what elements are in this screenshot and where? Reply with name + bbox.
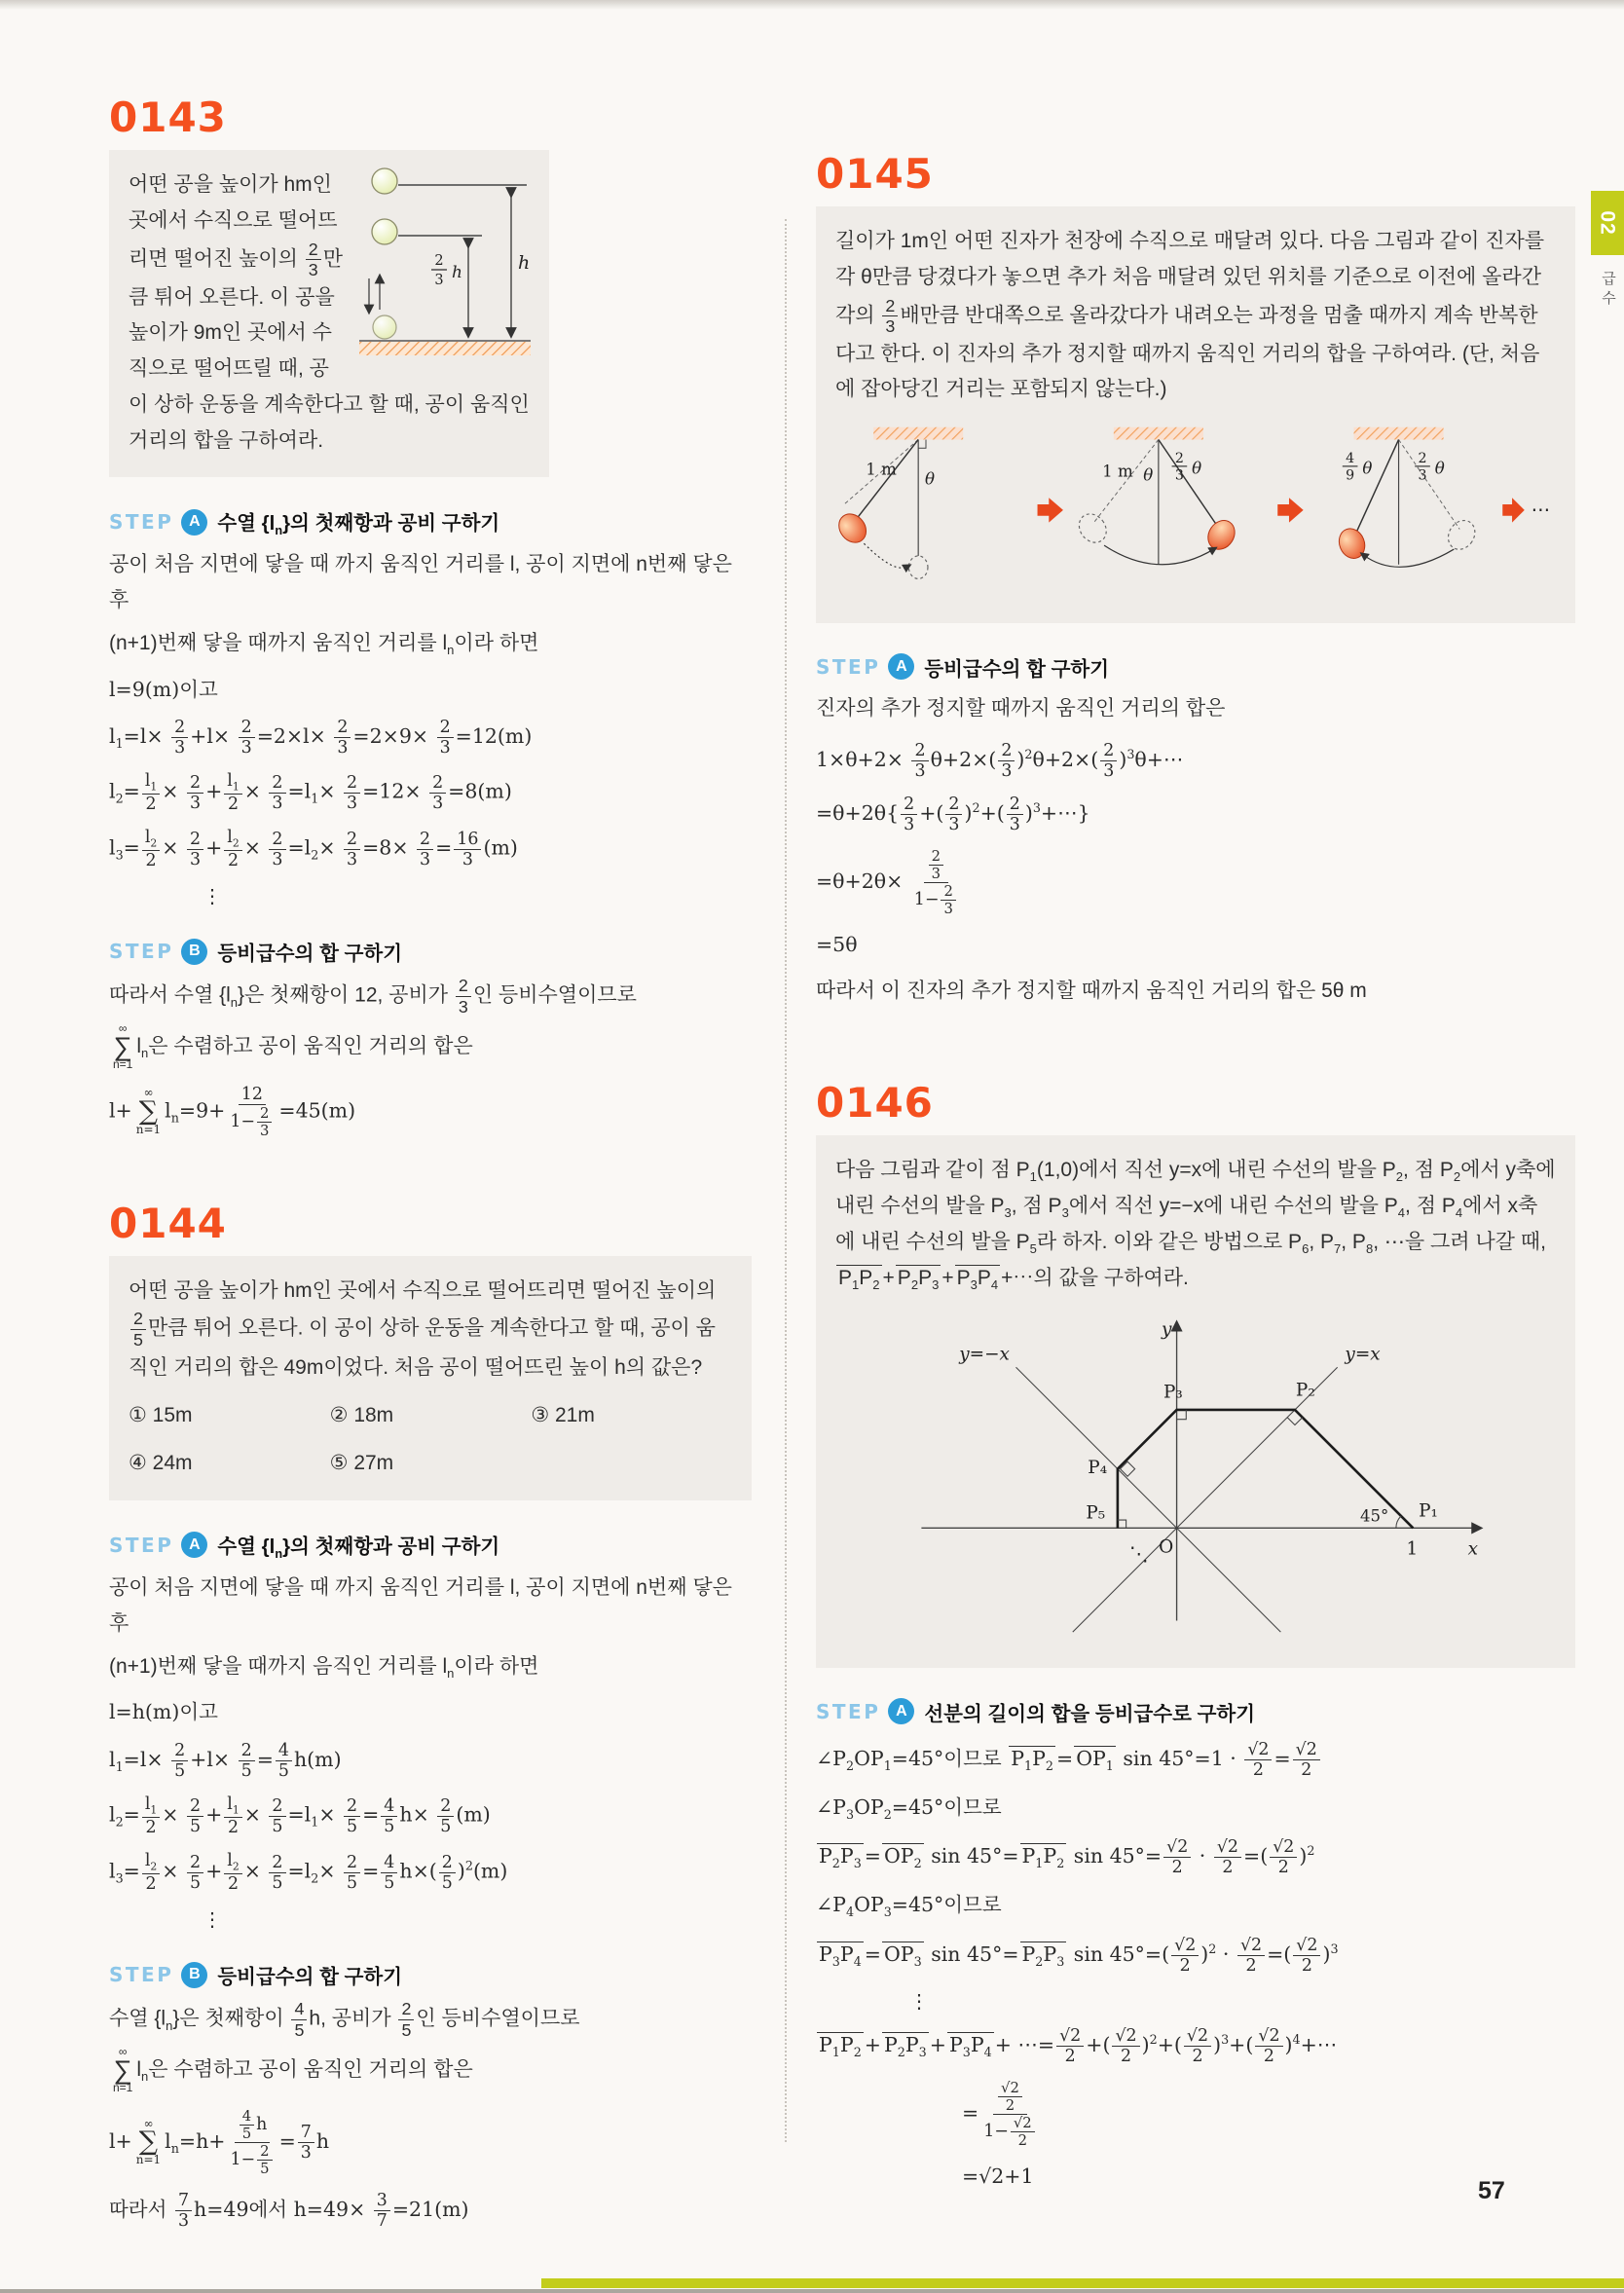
label-y-axis: y bbox=[1162, 1319, 1172, 1341]
right-angle-mark-p2 bbox=[1287, 1418, 1303, 1425]
problem-number: 0145 bbox=[816, 150, 934, 198]
formula-line: =√2+1 bbox=[962, 2164, 1034, 2189]
choice-1: ① 15m bbox=[129, 1404, 193, 1427]
fraction-numerator: 2 bbox=[434, 253, 444, 269]
label-line-neg: y=−x bbox=[959, 1344, 1010, 1365]
problem-0144 bbox=[109, 1199, 752, 2231]
step-a-header bbox=[109, 1530, 752, 1561]
formula-line: l+ ∞ ∑ n=1 $l_n=9+$ 12 1− $\frac{2}{3}$ =45(m) bbox=[109, 1084, 356, 1139]
solution-line: (n+1)번째 닿을 때까지 움직인 거리를 $l_n$이라 하면 bbox=[109, 631, 539, 657]
step-word: STEP bbox=[109, 1533, 174, 1557]
formula-line: $l_2=$ $\frac{l_1}{2}$ × $\frac{2}{3}$ + $\frac{l_1}{2}$ × $\frac{2}{3}$ $=l_1\times$ $\frac{2}{3}$ =12× $\frac{2}{3}$ =8(m) bbox=[109, 771, 512, 815]
problem-0145 bbox=[816, 150, 1575, 1009]
step-b-header bbox=[109, 937, 752, 966]
next-arrow bbox=[1502, 498, 1525, 522]
next-arrow bbox=[1277, 498, 1303, 522]
label-dots: ⋱ bbox=[1129, 1542, 1149, 1566]
formula-line: $l_3=$ $\frac{l_2}{2}$ × $\frac{2}{3}$ + $\frac{l_2}{2}$ × $\frac{2}{3}$ $=l_2\times$ $\frac{2}{3}$ =8× $\frac{2}{3}$ = $\frac{16}{3}$ (m) bbox=[109, 828, 518, 871]
ball-bottom bbox=[373, 315, 396, 339]
step-a-header bbox=[109, 506, 752, 537]
ellipsis: ⋯ bbox=[1531, 498, 1551, 521]
ghost-bob bbox=[1074, 508, 1112, 547]
svg-text:3: 3 bbox=[1174, 467, 1184, 484]
pendulum-bob bbox=[1202, 515, 1239, 554]
formula-line: $l_2=$ $\frac{l_1}{2}$ × $\frac{2}{5}$ + $\frac{l_1}{2}$ × $\frac{2}{5}$ $=l_1\times$ $\frac{2}{5}$ = $\frac{4}{5}$ h× $\frac{2}{5}$ (m) bbox=[109, 1794, 491, 1838]
step-badge-a: A bbox=[181, 509, 207, 536]
formula-line: $l_3=$ $\frac{l_2}{2}$ × $\frac{2}{5}$ + $\frac{l_2}{2}$ × $\frac{2}{5}$ $=l_2\times$ $\frac{2}{5}$ = $\frac{4}{5}$ h×( $\frac{2}{5}$ )$^2$(m) bbox=[109, 1851, 508, 1895]
formula-line: l=h(m)이고 bbox=[109, 1700, 218, 1724]
ceiling-hatch bbox=[1114, 427, 1203, 440]
angle-label: θ bbox=[1143, 465, 1154, 485]
ball-middle bbox=[372, 219, 397, 244]
solution-line: 공이 처음 지면에 닿을 때 까지 움직인 거리를 l, 공이 지면에 n번째 닿은 후 bbox=[109, 553, 732, 611]
formula-line: =5θ bbox=[816, 932, 858, 956]
step-title: 수열 $\{l_n\}$의 첫째항과 공비 구하기 bbox=[217, 1535, 500, 1562]
problem-number: 0146 bbox=[816, 1079, 934, 1128]
ghost-bob bbox=[1443, 515, 1480, 554]
pendulum-panel-1 bbox=[835, 427, 963, 579]
solution-line: ∞ ∑ n=1 $l_n$은 수렴하고 공이 움직인 거리의 합은 bbox=[113, 2045, 473, 2095]
problem-statement-box bbox=[109, 150, 549, 477]
length-label: 1 m bbox=[866, 460, 897, 479]
step-badge-a: A bbox=[181, 1532, 207, 1558]
formula-line: 따라서 $\frac{7}{3}$ h=49에서 h=49× $\frac{3}{7}$ =21(m) bbox=[109, 2190, 469, 2231]
formula-line: 1×θ+2× $\frac{2}{3}$ θ+2×( $\frac{2}{3}$ )$^2$θ+2×( $\frac{2}{3}$ )$^3$θ+⋯ bbox=[816, 740, 1184, 781]
scan-top-edge bbox=[0, 0, 1624, 10]
choice-2: ② 18m bbox=[329, 1404, 394, 1427]
statement-text: 다음 그림과 같이 점 $P_1(1,0)$에서 직선 y=x에 내린 수선의 발을 $P_2$, 점 $P_2$에서 y축에 내린 수선의 발을 $P_3$, 점 $P_3$에서 직선 y=−x에 내린 수선의 발을 $P_4$, 점 $P_4$에서 x축에 내린 수선의 발을 $P_5$라 하자. 이와 같은 방법으로 $P_6$, $P_7$, $P_8$, ⋯을 그려 나갈 때, $P_1P_2 + P_2P_3 + P_3P_4$ +⋯의 값을 구하여라. bbox=[835, 1159, 1556, 1293]
solution-line: 수열 $\{l_n\}$은 첫째항이 $\frac{4}{5}$ h, 공비가 $\frac{2}{5}$ 인 등비수열이므로 bbox=[109, 1999, 580, 2040]
svg-text:θ: θ bbox=[1192, 459, 1202, 478]
svg-text:4: 4 bbox=[1346, 451, 1355, 467]
length-label: 1 m bbox=[1102, 462, 1133, 481]
choice-list bbox=[129, 1397, 732, 1483]
step-badge-b: B bbox=[181, 939, 207, 965]
label-p2: P₂ bbox=[1295, 1380, 1315, 1401]
formula-line: $l_1=l\times$ $\frac{2}{5}$ +l× $\frac{2}{5}$ = $\frac{4}{5}$ h(m) bbox=[109, 1741, 342, 1782]
label-line-pos: y=x bbox=[1345, 1344, 1381, 1365]
pendulum-bob bbox=[1335, 525, 1369, 563]
step-word: STEP bbox=[109, 940, 174, 964]
step-title: 등비급수의 합 구하기 bbox=[217, 1966, 402, 1989]
angle-label: θ bbox=[925, 469, 936, 489]
solution-line: 공이 처음 지면에 닿을 때 까지 움직인 거리를 l, 공이 지면에 n번째 닿은 후 bbox=[109, 1576, 732, 1635]
step-word: STEP bbox=[816, 654, 881, 679]
pendulum-bob bbox=[835, 508, 871, 547]
chapter-tab bbox=[1591, 191, 1624, 255]
formula-line: $P_2P_3 = OP_2$ $\sin 45^\circ= P_1P_2$ sin 45°= $\frac{√2}{2}$ · $\frac{√2}{2}$ =( $\frac{√2}{2}$ )$^2$ bbox=[819, 1837, 1315, 1878]
angle-arc bbox=[1396, 1516, 1401, 1528]
formula-line: l+ ∞ ∑ n=1 $l_n=h+$ $\frac{4}{5}$ h 1− $\frac{2}{5}$ = $\frac{7}{3}$ h bbox=[109, 2107, 330, 2177]
label-p1: P₁ bbox=[1419, 1500, 1438, 1522]
svg-text:9: 9 bbox=[1346, 467, 1355, 484]
column-divider bbox=[785, 219, 787, 2142]
ground-hatch bbox=[359, 342, 531, 355]
left-column bbox=[109, 93, 752, 2287]
fraction-h-label: h bbox=[452, 263, 462, 282]
step-a-header bbox=[816, 652, 1575, 682]
svg-text:θ: θ bbox=[1362, 459, 1373, 478]
formula-line: $l_1=l\times$ $\frac{2}{3}$ +l× $\frac{2}{3}$ =2×l× $\frac{2}{3}$ =2×9× $\frac{2}{3}$ =12(m) bbox=[109, 718, 533, 758]
next-arrow bbox=[1038, 498, 1063, 522]
solution-line: 따라서 이 진자의 추가 정지할 때까지 움직인 거리의 합은 5θ m bbox=[816, 979, 1367, 1002]
vertical-dots: ⋮ bbox=[203, 884, 222, 908]
step-title: 등비급수의 합 구하기 bbox=[217, 943, 402, 966]
label-angle: 45° bbox=[1359, 1506, 1389, 1526]
step-a-header bbox=[816, 1697, 1575, 1726]
step-badge-a: A bbox=[888, 653, 914, 680]
right-angle-mark-p3 bbox=[1177, 1410, 1187, 1420]
choice-5: ⑤ 27m bbox=[329, 1452, 394, 1475]
line-y-equals-x bbox=[1073, 1367, 1338, 1632]
step-badge-a: A bbox=[888, 1698, 914, 1724]
choice-4: ④ 24m bbox=[129, 1452, 193, 1475]
formula-line: $P_3P_4 = OP_3$ $\sin 45^\circ= P_2P_3$ sin 45°=( $\frac{√2}{2}$ )$^2$ · $\frac{√2}{2}$ =( $\frac{√2}{2}$ )$^3$ bbox=[819, 1935, 1339, 1976]
step-word: STEP bbox=[109, 1963, 174, 1987]
step-title: 선분의 길이의 합을 등비급수로 구하기 bbox=[924, 1702, 1256, 1725]
problem-number: 0144 bbox=[109, 1199, 227, 1247]
label-p5: P₅ bbox=[1086, 1502, 1106, 1524]
label-one: 1 bbox=[1406, 1538, 1419, 1560]
statement-text: 어떤 공을 높이가 hm인 곳에서 수직으로 떨어뜨리면 떨어진 높이의 $\frac{2}{5}$ 만큼 튀어 오른다. 이 공이 상하 운동을 계속한다고 할 때, 공이 움직인 거리의 합은 49m이었다. 처음 공이 떨어뜨린 높이 h의 값은? bbox=[129, 1278, 717, 1379]
vertical-dots: ⋮ bbox=[909, 1988, 929, 2013]
label-x-axis: x bbox=[1467, 1538, 1479, 1560]
figure-coordinate-plane bbox=[884, 1311, 1507, 1637]
page-number: 57 bbox=[1478, 2177, 1505, 2204]
solution-line: ∞ ∑ n=1 $l_n$은 수렴하고 공이 움직인 거리의 합은 bbox=[113, 1021, 473, 1072]
svg-text:θ: θ bbox=[1434, 459, 1445, 478]
ball-top bbox=[372, 168, 397, 194]
formula-line: =θ+2θ{ $\frac{2}{3}$ +( $\frac{2}{3}$ )$^2$+( $\frac{2}{3}$ )$^3$+⋯} bbox=[816, 794, 1090, 834]
bottom-accent-strip bbox=[541, 2278, 1624, 2288]
chapter-tab-number: 02 bbox=[1596, 210, 1619, 236]
svg-text:2: 2 bbox=[1174, 451, 1184, 467]
problem-number: 0143 bbox=[109, 93, 227, 141]
formula-line: $\angle P_3OP_2=45^\circ$이므로 bbox=[816, 1794, 1002, 1822]
formula-line: $P_1P_2 + P_2P_3 + P_3P_4$ + ⋯= $\frac{√2}{2}$ +( $\frac{√2}{2}$ )$^2$+( $\frac{√2}{2}$ )$^3$+( $\frac{√2}{2}$ )$^4$+⋯ bbox=[819, 2025, 1338, 2067]
svg-text:3: 3 bbox=[1418, 467, 1427, 484]
statement-text: 어떤 공을 높이가 hm인 곳에서 수직으로 떨어뜨리면 떨어진 높이의 $\frac{2}{3}$ 만큼 튀어 오른다. 이 공을 높이가 9m인 곳에서 수직으로 떨어뜨릴 때, 공이 상하 운동을 계속한다고 할 때, 공이 움직인 거리의 합을 구하여라. bbox=[129, 173, 530, 452]
formula-line: =θ+2θ× $\frac{2}{3}$ 1− $\frac{2}{3}$ bbox=[816, 848, 1575, 917]
ceiling-hatch bbox=[1354, 427, 1444, 440]
ceiling-hatch bbox=[873, 427, 963, 440]
vertical-dots: ⋮ bbox=[203, 1907, 222, 1932]
solution-line: 따라서 수열 $\{l_n\}$은 첫째항이 12, 공비가 $\frac{2}{3}$ 인 등비수열이므로 bbox=[109, 976, 637, 1017]
step-title: 등비급수의 합 구하기 bbox=[924, 657, 1109, 681]
formula-line: l=9(m)이고 bbox=[109, 677, 218, 701]
figure-pendulum bbox=[835, 422, 1560, 592]
solution-line: (n+1)번째 닿을 때까지 음직인 거리를 $l_n$이라 하면 bbox=[109, 1654, 539, 1681]
step-word: STEP bbox=[816, 1699, 881, 1723]
step-b-header bbox=[109, 1960, 752, 1989]
label-origin: O bbox=[1159, 1536, 1174, 1558]
formula-line: $\angle P_4OP_3=45^\circ$이므로 bbox=[816, 1893, 1002, 1920]
label-p4: P₄ bbox=[1088, 1457, 1108, 1478]
pendulum-panel-3 bbox=[1335, 427, 1480, 568]
svg-text:2: 2 bbox=[1418, 451, 1427, 467]
height-label: h bbox=[518, 252, 531, 274]
problem-statement-box bbox=[816, 206, 1575, 623]
solution-line: 진자의 추가 정지할 때까지 움직인 거리의 합은 bbox=[816, 696, 1226, 720]
choice-3: ③ 21m bbox=[531, 1404, 595, 1427]
pendulum-panel-2 bbox=[1074, 427, 1240, 565]
step-title: 수열 $\{l_n\}$의 첫째항과 공비 구하기 bbox=[217, 512, 500, 538]
problem-0146 bbox=[816, 1079, 1575, 2192]
figure-ball-drop bbox=[355, 164, 535, 368]
label-p3: P₃ bbox=[1163, 1382, 1183, 1403]
problem-statement-box bbox=[109, 1256, 752, 1500]
formula-line: = $\frac{√2}{2}$ 1− $\frac{√2}{2}$ bbox=[962, 2080, 1575, 2149]
right-column bbox=[816, 150, 1575, 2248]
step-word: STEP bbox=[109, 510, 174, 535]
problem-statement-box bbox=[816, 1135, 1575, 1667]
scan-bottom-edge bbox=[0, 2289, 1624, 2293]
line-y-equals-minus-x bbox=[1016, 1367, 1281, 1632]
step-badge-b: B bbox=[181, 1962, 207, 1988]
fraction-denominator: 3 bbox=[434, 273, 444, 288]
problem-0143 bbox=[109, 93, 752, 1139]
formula-line: $\angle P_2OP_1=45^\circ$이므로 $P_1P_2 = OP_1$ sin 45°=1 · $\frac{√2}{2}$ = $\frac{√2}{2}$ bbox=[816, 1740, 1575, 1780]
ghost-bob bbox=[908, 556, 928, 578]
statement-text: 길이가 1m인 어떤 진자가 천장에 수직으로 매달려 있다. 다음 그림과 같이 진자를 각 θ만큼 당겼다가 놓으면 추가 처음 매달려 있던 위치를 기준으로 이전에 올라간 각의 $\frac{2}{3}$ 배만큼 반대쪽으로 올라갔다가 내려오는 과정을 멈출 때까지 계속 반복한다고 한다. 이 진자의 추가 정지할 때까지 움직인 거리의 합을 구하여라. (단, 처음에 잡아당긴 거리는 포함되지 않는다.) bbox=[835, 230, 1545, 401]
chapter-tab-label: 급수 bbox=[1600, 271, 1616, 310]
